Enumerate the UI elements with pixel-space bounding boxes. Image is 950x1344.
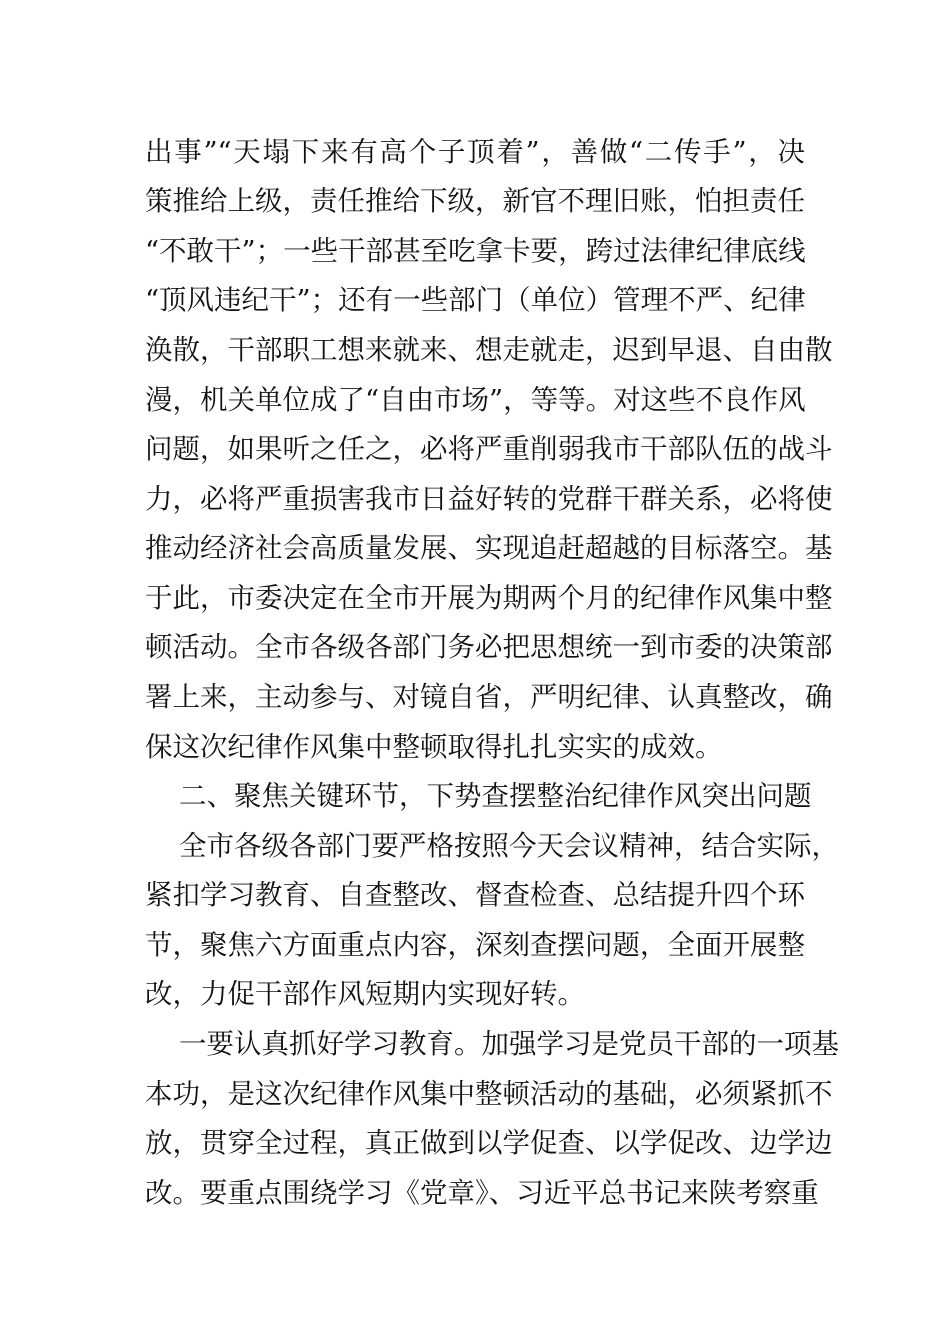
text-line: 于此，市委决定在全市开展为期两个月的纪律作风集中整 — [145, 582, 833, 614]
text-line: “不敢干”；一些干部甚至吃拿卡要，跨过法律纪律底线 — [145, 235, 806, 267]
text-line: 涣散，干部职工想来就来、想走就走，迟到早退、自由散 — [145, 334, 833, 366]
text-line: 全市各级各部门要严格按照今天会议精神，结合实际， — [179, 830, 839, 862]
text-line: 力，必将严重损害我市日益好转的党群干群关系，必将使 — [145, 483, 833, 515]
text-line: 问题，如果听之任之，必将严重削弱我市干部队伍的战斗 — [145, 433, 833, 465]
text-line: 出事”“天塌下来有高个子顶着”，善做“二传手”，决 — [145, 136, 805, 168]
text-line: 一要认真抓好学习教育。加强学习是党员干部的一项基 — [179, 1028, 839, 1060]
text-line: 本功，是这次纪律作风集中整顿活动的基础，必须紧抓不 — [145, 1078, 833, 1110]
text-line: 署上来，主动参与、对镜自省，严明纪律、认真整改，确 — [145, 681, 833, 713]
text-line: 放，贯穿全过程，真正做到以学促查、以学促改、边学边 — [145, 1127, 833, 1159]
text-line: 改，力促干部作风短期内实现好转。 — [145, 978, 585, 1010]
text-line: 推动经济社会高质量发展、实现追赶超越的目标落空。基 — [145, 532, 833, 564]
text-line: 节，聚焦六方面重点内容，深刻查摆问题，全面开展整 — [145, 929, 805, 961]
text-line: 漫，机关单位成了“自由市场”，等等。对这些不良作风 — [145, 384, 806, 416]
text-line: 顿活动。全市各级各部门务必把思想统一到市委的决策部 — [145, 631, 833, 663]
section-heading: 二、聚焦关键环节，下势查摆整治纪律作风突出问题 — [179, 780, 812, 812]
text-line: 改。要重点围绕学习《党章》、习近平总书记来陕考察重 — [145, 1177, 819, 1209]
text-line: “顶风违纪干”；还有一些部门（单位）管理不严、纪律 — [145, 284, 806, 316]
text-line: 保这次纪律作风集中整顿取得扎扎实实的成效。 — [145, 731, 723, 763]
text-line: 紧扣学习教育、自查整改、督查检查、总结提升四个环 — [145, 879, 805, 911]
text-line: 策推给上级，责任推给下级，新官不理旧账，怕担责任 — [145, 185, 805, 217]
